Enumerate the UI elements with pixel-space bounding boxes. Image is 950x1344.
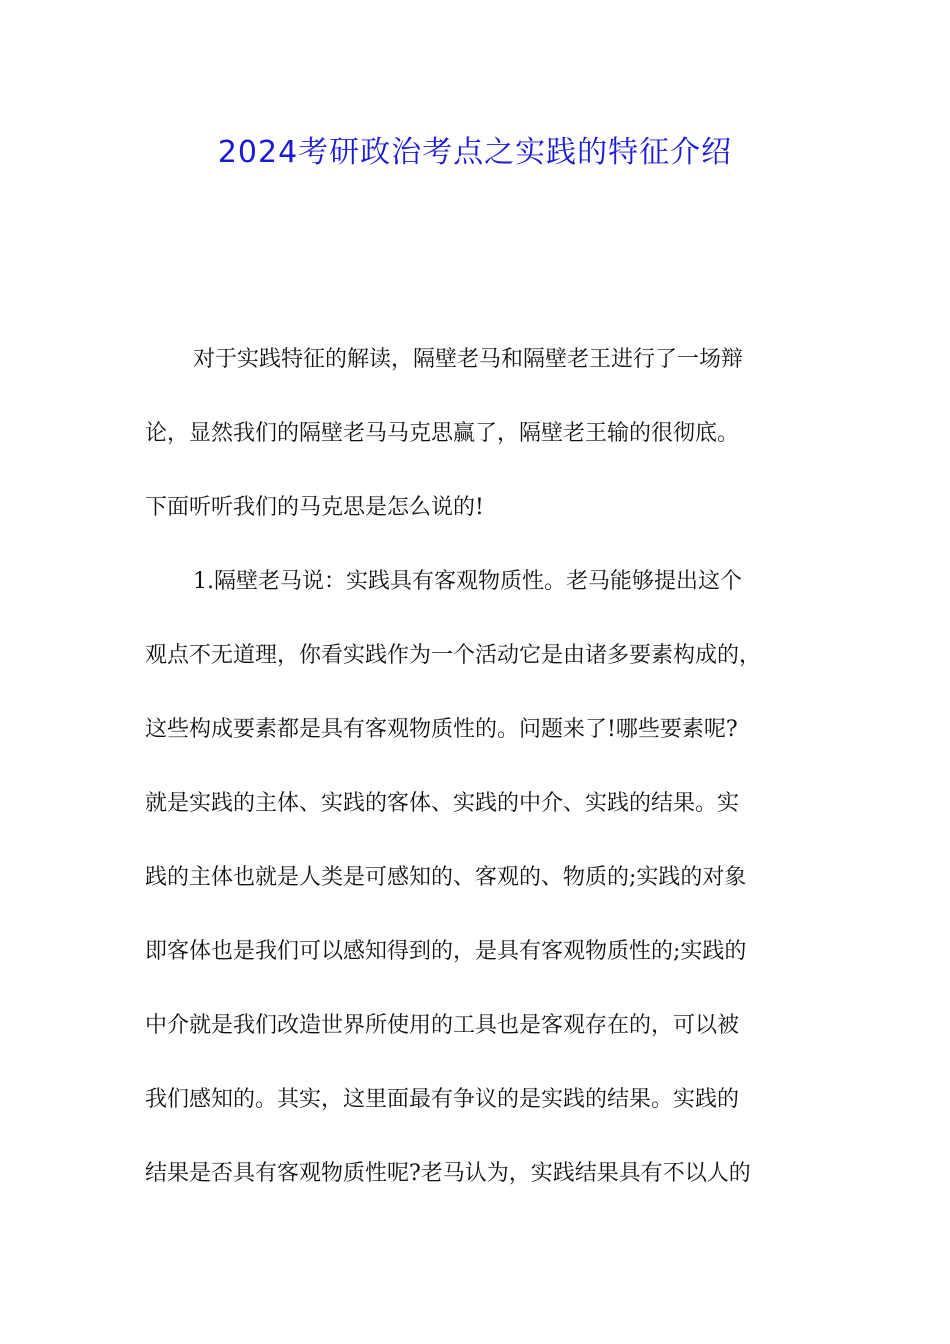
paragraph-line: 这些构成要素都是具有客观物质性的。问题来了!哪些要素呢? [145, 717, 738, 742]
paragraph-line: 我们感知的。其实，这里面最有争议的是实践的结果。实践的 [145, 1087, 740, 1112]
paragraph-line: 践的主体也就是人类是可感知的、客观的、物质的;实践的对象 [145, 865, 747, 890]
paragraph-line: 下面听听我们的马克思是怎么说的! [145, 495, 484, 520]
paragraph-line: 就是实践的主体、实践的客体、实践的中介、实践的结果。实 [145, 791, 740, 816]
paragraph-line: 结果是否具有客观物质性呢?老马认为，实践结果具有不以人的 [145, 1161, 751, 1186]
paragraph-line: 对于实践特征的解读，隔壁老马和隔壁老王进行了一场辩 [193, 347, 744, 372]
document-title: 2024考研政治考点之实践的特征介绍 [217, 135, 733, 170]
paragraph-line: 即客体也是我们可以感知得到的，是具有客观物质性的;实践的 [145, 939, 747, 964]
paragraph-line: 1.隔壁老马说：实践具有客观物质性。老马能够提出这个 [193, 569, 742, 594]
paragraph-line: 论，显然我们的隔壁老马马克思赢了，隔壁老王输的很彻底。 [145, 421, 740, 446]
paragraph-line: 中介就是我们改造世界所使用的工具也是客观存在的，可以被 [145, 1013, 740, 1038]
paragraph-line: 观点不无道理，你看实践作为一个活动它是由诸多要素构成的， [145, 643, 762, 668]
